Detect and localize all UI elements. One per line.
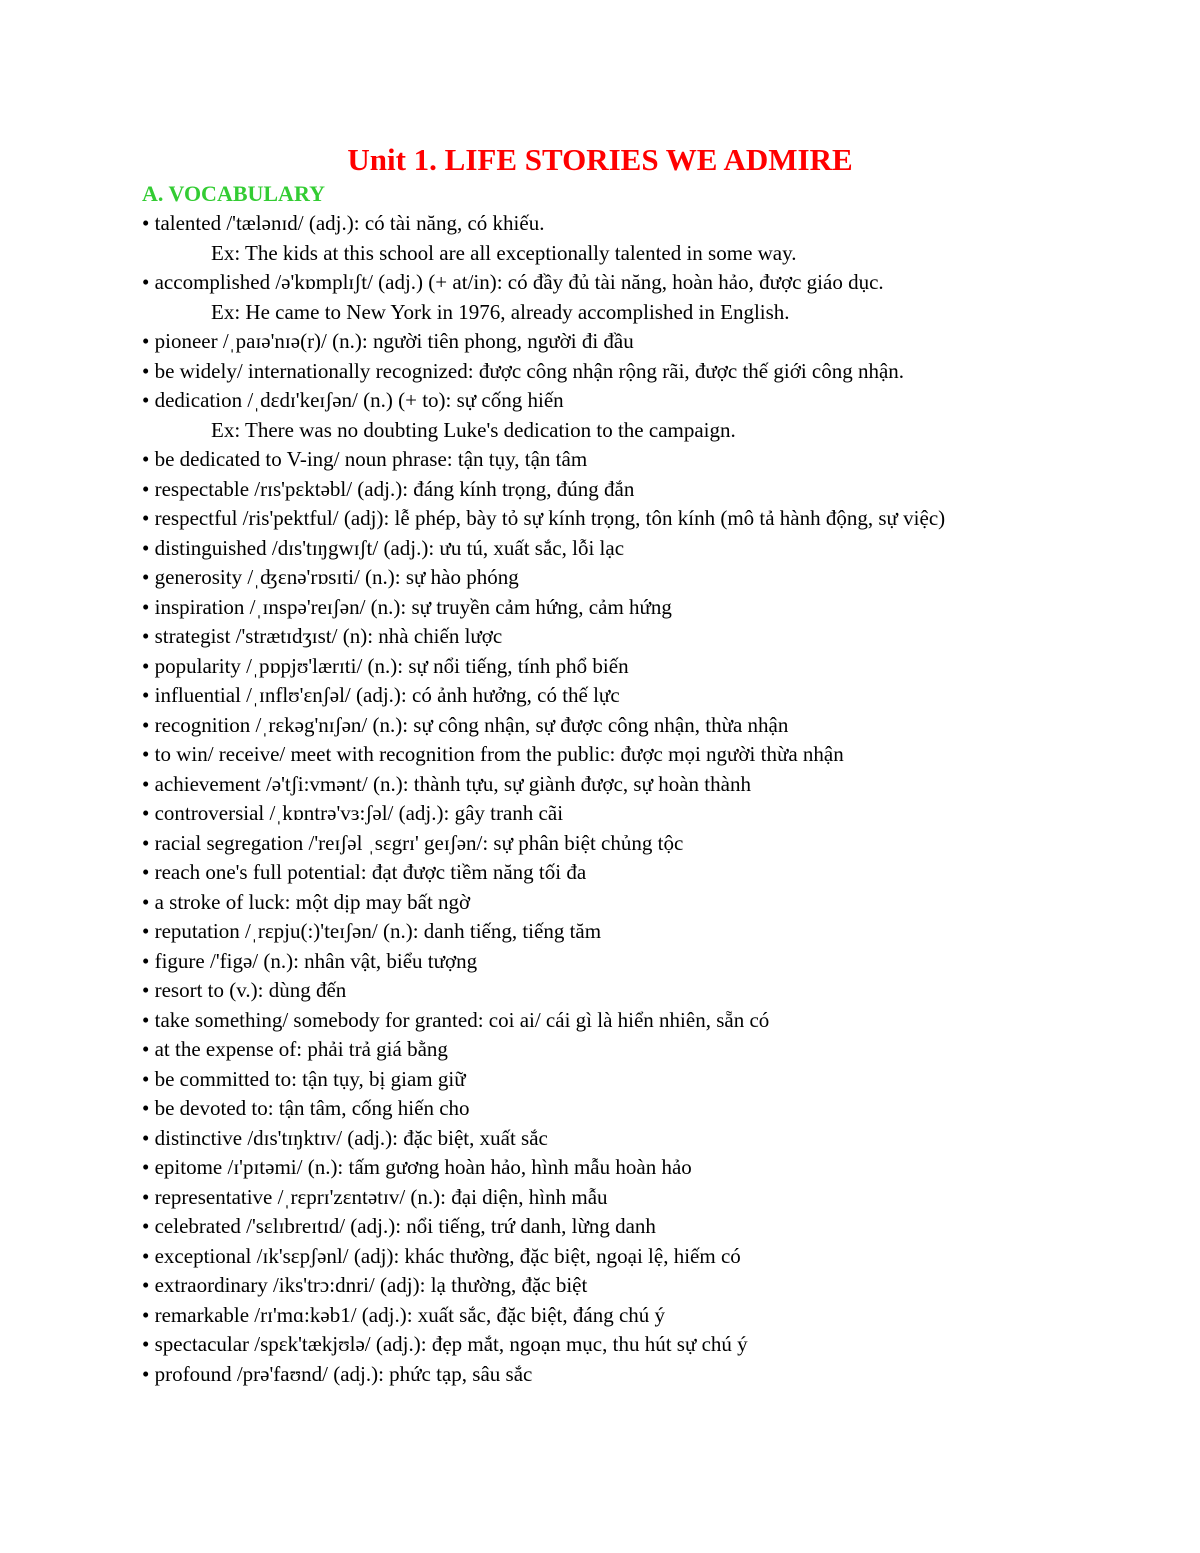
example-sentence: Ex: There was no doubting Luke's dedication to the campaign.: [211, 417, 736, 442]
vocabulary-entry: • extraordinary /iks'trɔ:dnri/ (adj): lạ thường, đặc biệt: [142, 1271, 1142, 1301]
vocabulary-entry: • achievement /ə'tʃi:vmənt/ (n.): thành tựu, sự giành được, sự hoàn thành: [142, 770, 1142, 800]
vocabulary-entry: • racial segregation /'reɪʃəl ˌsɛgrɪ' geɪʃən/: sự phân biệt chủng tộc: [142, 829, 1142, 859]
vocabulary-entry: • profound /prə'faʊnd/ (adj.): phức tạp, sâu sắc: [142, 1360, 1142, 1390]
vocabulary-entry: • respectful /ris'pektful/ (adj): lễ phép, bày tỏ sự kính trọng, tôn kính (mô tả hành động, sự việc): [142, 504, 1142, 534]
page-title: Unit 1. LIFE STORIES WE ADMIRE: [347, 142, 853, 177]
vocabulary-entry: • representative /ˌrɛprɪ'zɛntətɪv/ (n.): đại diện, hình mẫu: [142, 1183, 1142, 1213]
vocabulary-entry: • dedication /ˌdɛdɪ'keɪʃən/ (n.) (+ to): sự cống hiến: [142, 386, 1142, 416]
vocabulary-entry: • epitome /ɪ'pɪtəmi/ (n.): tấm gương hoàn hảo, hình mẫu hoàn hảo: [142, 1153, 1142, 1183]
vocabulary-entry: • celebrated /'sɛlɪbreɪtɪd/ (adj.): nổi tiếng, trứ danh, lừng danh: [142, 1212, 1142, 1242]
example-sentence: Ex: The kids at this school are all exceptionally talented in some way.: [211, 240, 797, 265]
vocabulary-entry: • recognition /ˌrɛkəg'nɪʃən/ (n.): sự công nhận, sự được công nhận, thừa nhận: [142, 711, 1142, 741]
vocabulary-entry: • inspiration /ˌɪnspə'reɪʃən/ (n.): sự truyền cảm hứng, cảm hứng: [142, 593, 1142, 623]
example-sentence: Ex: He came to New York in 1976, already accomplished in English.: [211, 299, 790, 324]
vocabulary-entry: • to win/ receive/ meet with recognition from the public: được mọi người thừa nhận: [142, 740, 1142, 770]
vocabulary-entry: • remarkable /rɪ'mɑ:kəb1/ (adj.): xuất sắc, đặc biệt, đáng chú ý: [142, 1301, 1142, 1331]
vocabulary-entry: • respectable /rɪs'pɛktəbl/ (adj.): đáng kính trọng, đúng đắn: [142, 475, 1142, 505]
vocabulary-entry: • reputation /ˌrɛpju(:)'teɪʃən/ (n.): danh tiếng, tiếng tăm: [142, 917, 1142, 947]
vocabulary-entry: • take something/ somebody for granted: coi ai/ cái gì là hiển nhiên, sẵn có: [142, 1006, 1142, 1036]
vocabulary-entry: • generosity /ˌʤɛnə'rɒsɪti/ (n.): sự hào phóng: [142, 563, 1142, 593]
vocabulary-entry: • be committed to: tận tụy, bị giam giữ: [142, 1065, 1142, 1095]
vocabulary-entry: • strategist /'strætɪdʒɪst/ (n): nhà chiến lược: [142, 622, 1142, 652]
vocabulary-entry: • be dedicated to V-ing/ noun phrase: tận tụy, tận tâm: [142, 445, 1142, 475]
vocabulary-entry: • reach one's full potential: đạt được tiềm năng tối đa: [142, 858, 1142, 888]
vocabulary-entry: • distinguished /dɪs'tɪŋgwɪʃt/ (adj.): ưu tú, xuất sắc, lỗi lạc: [142, 534, 1142, 564]
vocabulary-entry: • controversial /ˌkɒntrə'vɜ:ʃəl/ (adj.): gây tranh cãi: [142, 799, 1142, 829]
vocabulary-entry: • resort to (v.): dùng đến: [142, 976, 1142, 1006]
vocabulary-entry: • popularity /ˌpɒpjʊ'lærɪti/ (n.): sự nổi tiếng, tính phổ biến: [142, 652, 1142, 682]
vocabulary-entry: • figure /'figə/ (n.): nhân vật, biểu tượng: [142, 947, 1142, 977]
vocabulary-entry: • distinctive /dɪs'tɪŋktɪv/ (adj.): đặc biệt, xuất sắc: [142, 1124, 1142, 1154]
vocabulary-entry: • at the expense of: phải trả giá bằng: [142, 1035, 1142, 1065]
vocabulary-entry: • pioneer /ˌpaɪə'nɪə(r)/ (n.): người tiên phong, người đi đầu: [142, 327, 1142, 357]
vocabulary-entry: • be widely/ internationally recognized: được công nhận rộng rãi, được thế giới công nhận.: [142, 357, 1142, 387]
vocabulary-entry: • influential /ˌɪnflʊ'ɛnʃəl/ (adj.): có ảnh hưởng, có thế lực: [142, 681, 1142, 711]
vocabulary-entry: • be devoted to: tận tâm, cống hiến cho: [142, 1094, 1142, 1124]
section-heading-vocabulary: A. VOCABULARY: [142, 181, 325, 206]
vocabulary-entry: • accomplished /ə'kɒmplɪʃt/ (adj.) (+ at/in): có đầy đủ tài năng, hoàn hảo, được giáo dục.: [142, 268, 1142, 298]
vocabulary-entry: • talented /'tælənɪd/ (adj.): có tài năng, có khiếu.: [142, 209, 1142, 239]
vocabulary-list: [142, 209, 1142, 1389]
vocabulary-entry: • a stroke of luck: một dịp may bất ngờ: [142, 888, 1142, 918]
vocabulary-entry: • spectacular /spɛk'tækjʊlə/ (adj.): đẹp mắt, ngoạn mục, thu hút sự chú ý: [142, 1330, 1142, 1360]
vocabulary-entry: • exceptional /ɪk'sɛpʃənl/ (adj): khác thường, đặc biệt, ngoại lệ, hiếm có: [142, 1242, 1142, 1272]
